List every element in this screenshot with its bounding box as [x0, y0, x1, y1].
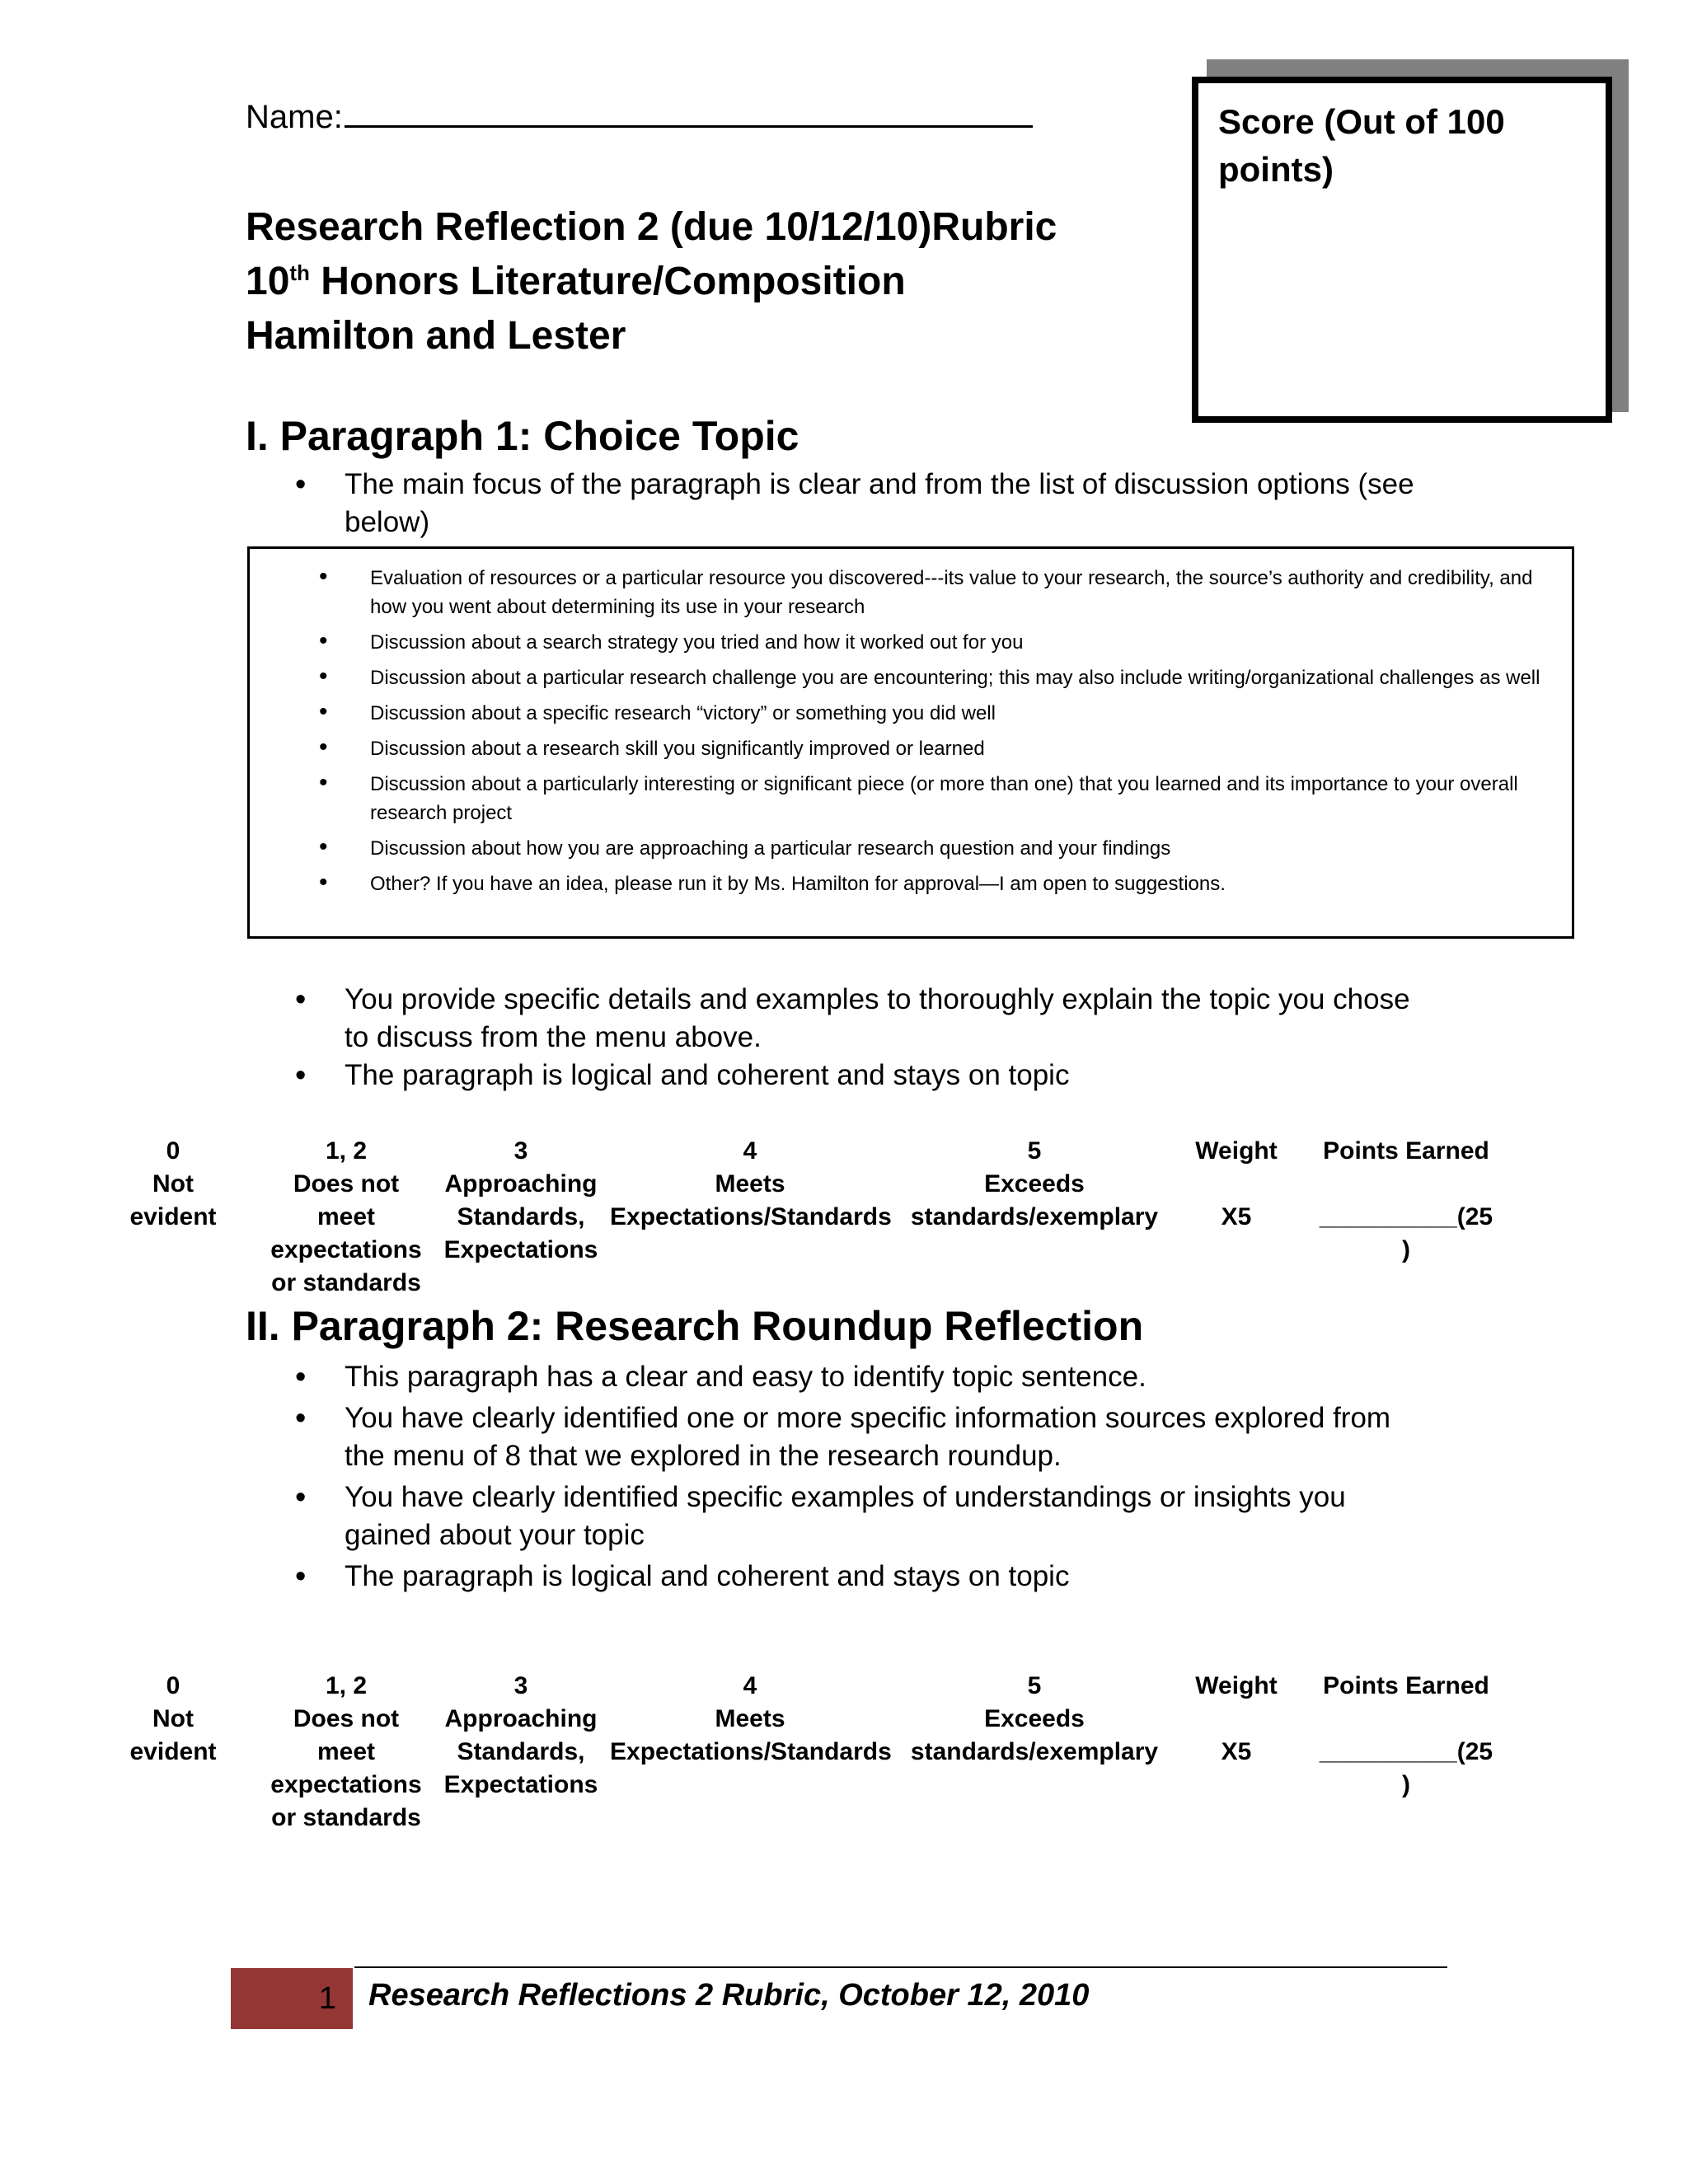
list-item: • You have clearly identified one or more specific information sources explored from the menu of 8 that we explored in the research roundup. — [246, 1399, 1432, 1475]
rubric-weight: Weight X5 — [1195, 1672, 1278, 1765]
title-line-3: Hamilton and Lester — [246, 314, 626, 358]
rubric-level-1-2: 1, 2 Does not meet expectations or standards — [270, 1672, 422, 1831]
score-label: Score (Out of 100 points) — [1218, 102, 1505, 189]
rubric-level-3: 3 Approaching Standards, Expectations — [443, 1137, 598, 1263]
list-item: • Discussion about a research skill you significantly improved or learned — [250, 734, 1547, 763]
rubric-level-5: 5 Exceeds standards/exemplary — [910, 1672, 1159, 1765]
list-item: • Discussion about a specific research “victory” or something you did well — [250, 699, 1547, 728]
rubric-level-0: 0 Not evident — [129, 1672, 217, 1765]
rubric-points-earned: Points Earned __________(25 ) — [1319, 1137, 1493, 1263]
page-number: 1 — [231, 1968, 353, 2029]
title-grade-suffix: th — [289, 260, 310, 285]
rubric-level-4: 4 Meets Expectations/Standards — [610, 1672, 892, 1765]
list-item: • This paragraph has a clear and easy to identify topic sentence. — [246, 1358, 1432, 1396]
list-item: • Discussion about a search strategy you tried and how it worked out for you — [250, 628, 1547, 657]
discussion-options-box — [247, 546, 1574, 939]
title-grade: 10 — [246, 260, 290, 303]
list-item: • You have clearly identified specific examples of understandings or insights you gained about your topic — [246, 1479, 1432, 1554]
list-item: • Discussion about how you are approaching a particular research question and your findings — [250, 834, 1547, 863]
rubric-level-4: 4 Meets Expectations/Standards — [610, 1137, 892, 1230]
list-item: • The paragraph is logical and coherent and stays on topic — [246, 1057, 1432, 1094]
name-field — [246, 97, 1033, 136]
rubric-level-3: 3 Approaching Standards, Expectations — [443, 1672, 598, 1798]
list-item: • Other? If you have an idea, please run it by Ms. Hamilton for approval—I am open to suggestions. — [250, 869, 1547, 898]
list-item: • Evaluation of resources or a particular resource you discovered---its value to your research, the source’s authority and credibility, and how you went about determining its use in your research — [250, 564, 1547, 621]
list-item: • The main focus of the paragraph is clear and from the list of discussion options (see below) — [246, 466, 1432, 541]
rubric-level-0: 0 Not evident — [129, 1137, 217, 1230]
title-line-1: Research Reflection 2 (due 10/12/10)Rubric — [246, 205, 1057, 249]
name-label: Name: — [246, 99, 343, 135]
score-box — [1192, 77, 1612, 423]
list-item: • Discussion about a particularly interesting or significant piece (or more than one) that you learned and its importance to your overall research project — [250, 770, 1547, 827]
footer-divider — [354, 1966, 1447, 1968]
rubric-weight: Weight X5 — [1195, 1137, 1278, 1230]
rubric-level-1-2: 1, 2 Does not meet expectations or standards — [270, 1137, 422, 1296]
rubric-level-5: 5 Exceeds standards/exemplary — [910, 1137, 1159, 1230]
section-2-criteria — [246, 1358, 1432, 1596]
footer-title: Research Reflections 2 Rubric, October 12, 2010 — [368, 1978, 1090, 2013]
title-line-2 — [246, 255, 1057, 309]
list-item: • The paragraph is logical and coherent and stays on topic — [246, 1558, 1432, 1596]
section-2-heading: II. Paragraph 2: Research Roundup Reflection — [246, 1303, 1144, 1349]
section-1-criteria — [246, 981, 1432, 1094]
document-title — [246, 200, 1057, 363]
title-course: Honors Literature/Composition — [309, 260, 906, 303]
list-item: • Discussion about a particular research challenge you are encountering; this may also include writing/organizational challenges as well — [250, 663, 1547, 692]
section-1-heading: I. Paragraph 1: Choice Topic — [246, 413, 799, 459]
name-blank-line — [345, 97, 1033, 128]
section-1-intro — [246, 466, 1432, 541]
rubric-points-earned: Points Earned __________(25 ) — [1319, 1672, 1493, 1798]
list-item: • You provide specific details and examples to thoroughly explain the topic you chose to discuss from the menu above. — [246, 981, 1432, 1057]
